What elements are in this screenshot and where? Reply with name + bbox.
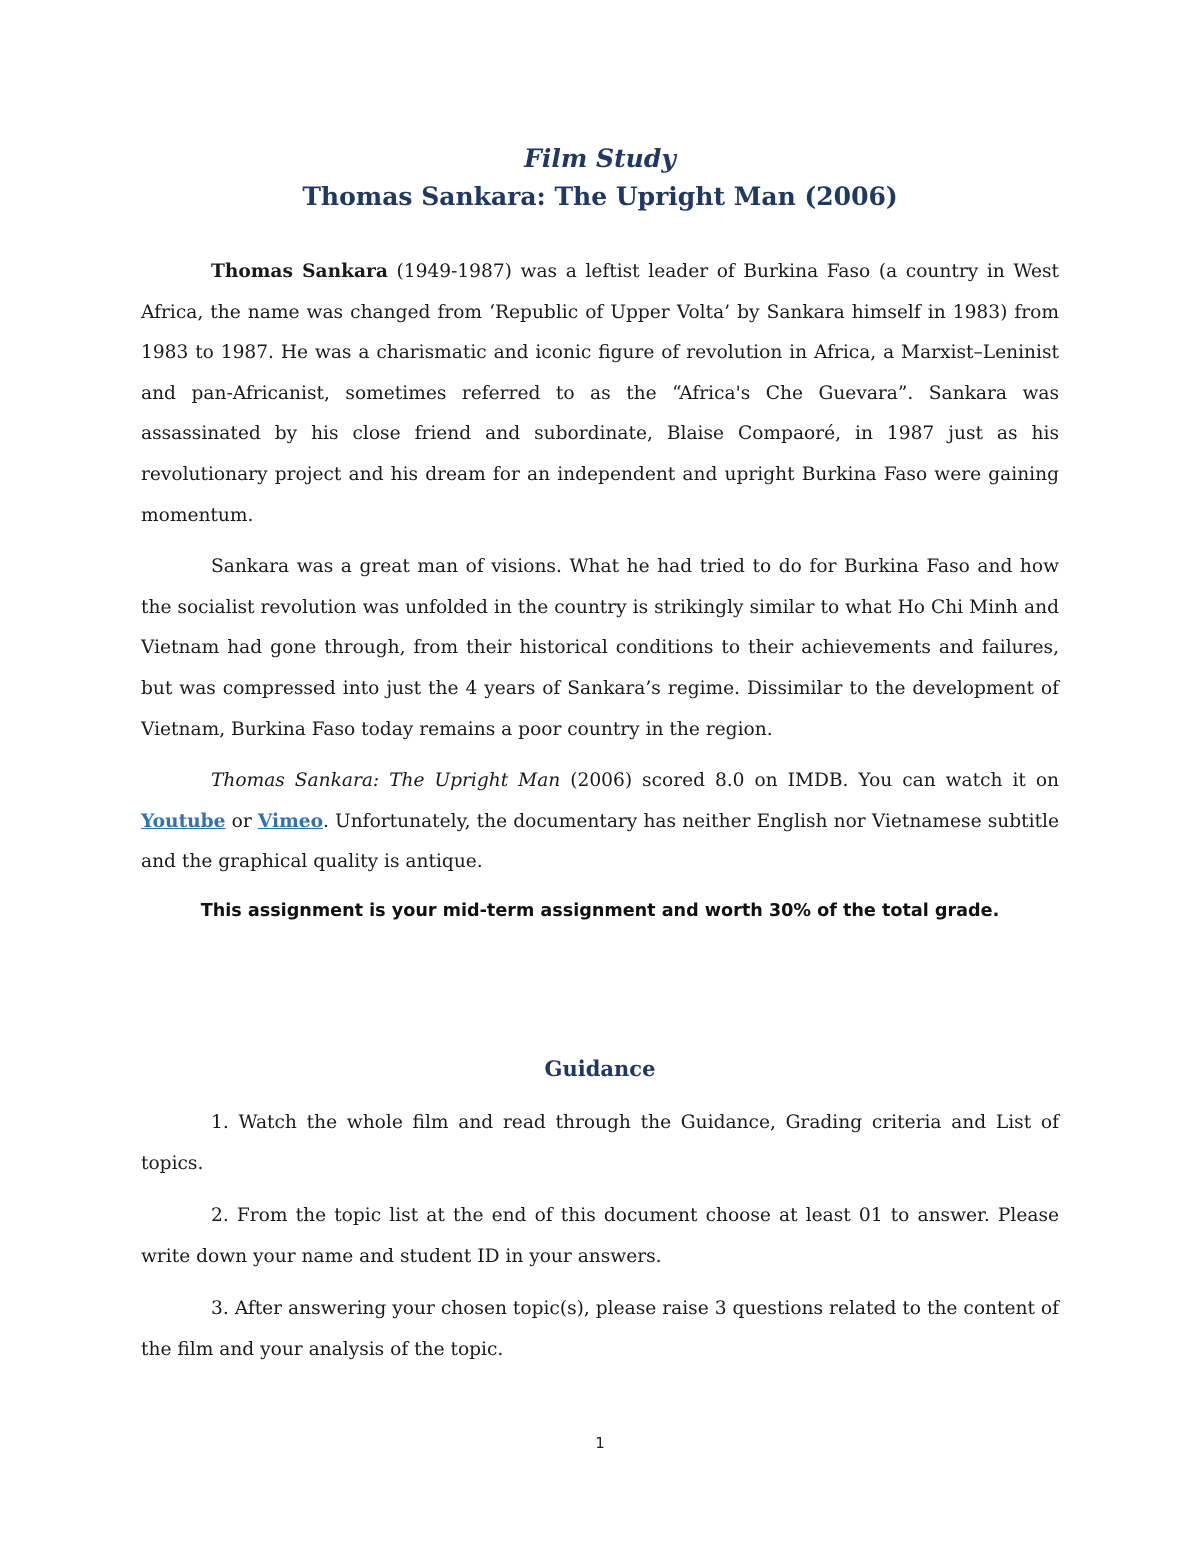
film-info-text-a: (2006) scored 8.0 on IMDB. You can watch it on: [560, 770, 1059, 792]
film-title-italic: Thomas Sankara: The Upright Man: [211, 770, 561, 792]
film-info-text-b: . Unfortunately, the documentary has neither English nor Vietnamese subtitle and the graphical quality is antique.: [141, 810, 1059, 873]
document-subtitle: Film Study: [524, 144, 676, 173]
guidance-item: 1. Watch the whole film and read through the Guidance, Grading criteria and List of topics.: [141, 1111, 1059, 1174]
document-title: Thomas Sankara: The Upright Man (2006): [302, 182, 898, 211]
film-info-or: or: [225, 810, 258, 832]
guidance-heading: Guidance: [544, 1055, 656, 1081]
vision-paragraph: Sankara was a great man of visions. What he had tried to do for Burkina Faso and how the socialist revolution was unfolded in the country is strikingly similar to what Ho Chi Minh and Vietnam had gone through, from their historical conditions to their achievements and failures, but was compressed into just the 4 years of Sankara’s regime. Dissimilar to the development of Vietnam, Burkina Faso today remains a poor country in the region.: [141, 556, 1059, 740]
guidance-item: 3. After answering your chosen topic(s), please raise 3 questions related to the content of the film and your analysis of the topic.: [141, 1298, 1059, 1360]
intro-paragraph: [141, 252, 1059, 536]
youtube-link[interactable]: Youtube: [141, 810, 226, 832]
assignment-note: This assignment is your mid-term assignment and worth 30% of the total grade.: [200, 900, 1000, 921]
vimeo-link[interactable]: Vimeo: [257, 810, 323, 832]
film-info-paragraph: [141, 761, 1059, 883]
document-body: [141, 140, 1059, 1382]
page-number: 1: [595, 1434, 605, 1452]
intro-text: (1949-1987) was a leftist leader of Burkina Faso (a country in West Africa, the name was changed from ‘Republic of Upper Volta’ by Sankara himself in 1983) from 1983 to 1987. He was a charismatic and iconic figure of revolution in Africa, a Marxist–Leninist and pan-Africanist, sometimes referred to as the “Africa's Che Guevara”. Sankara was assassinated by his close friend and subordinate, Blaise Compaoré, in 1987 just as his revolutionary project and his dream for an independent and upright Burkina Faso were gaining momentum.: [141, 261, 1059, 526]
guidance-item: 2. From the topic list at the end of this document choose at least 01 to answer. Please write down your name and student ID in your answers.: [141, 1205, 1059, 1267]
intro-lead: Thomas Sankara: [211, 261, 388, 282]
